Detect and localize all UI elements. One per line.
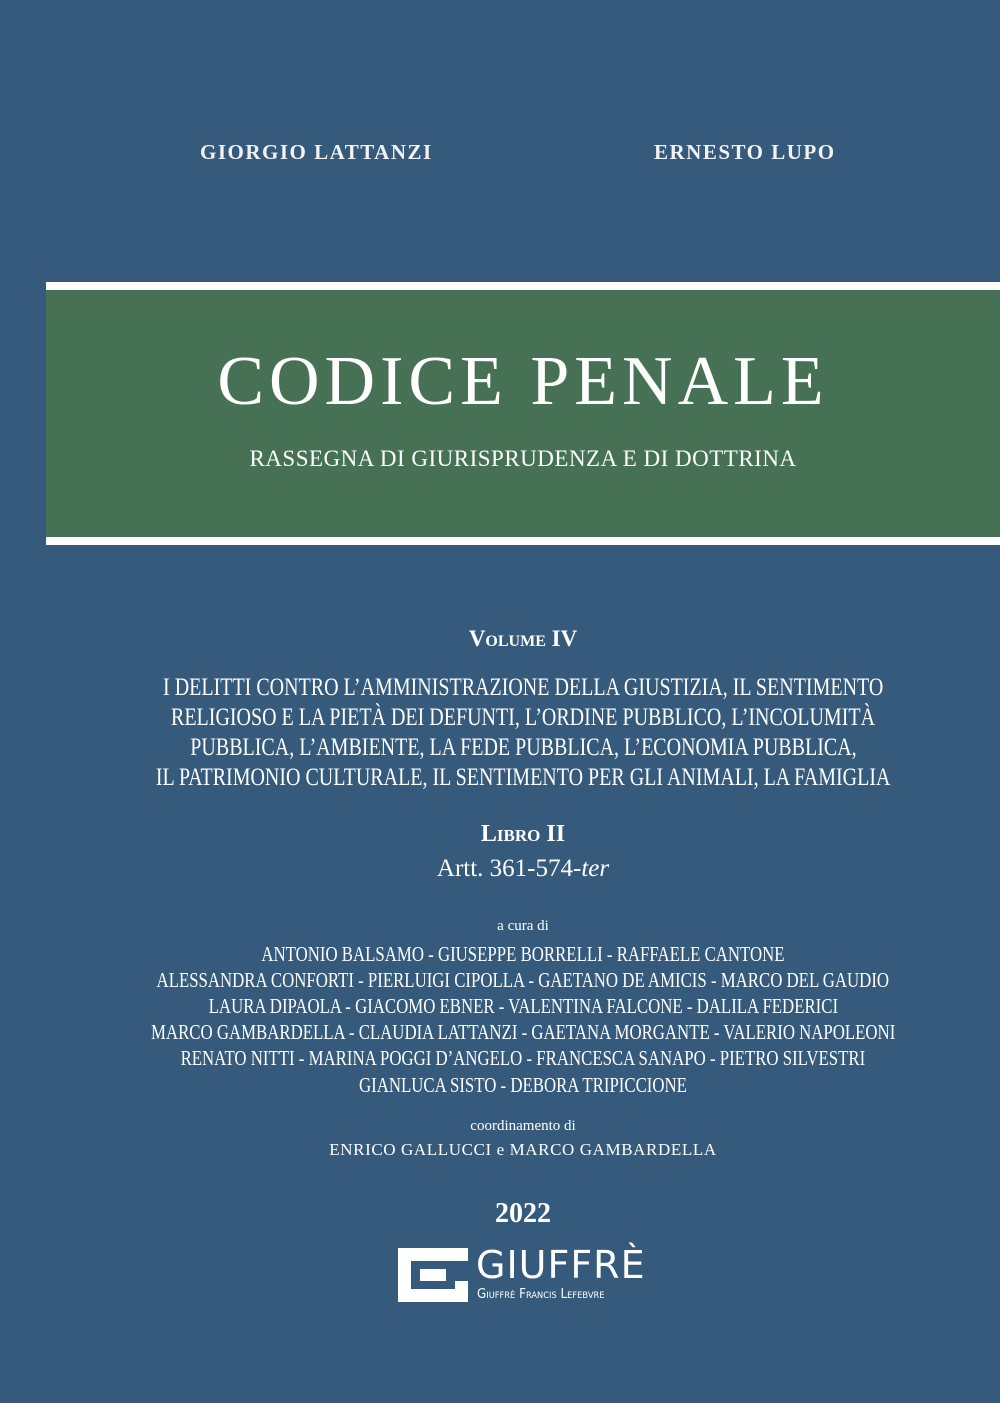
giuffre-logo-mark-icon <box>398 1248 468 1302</box>
description-line: RELIGIOSO E LA PIETÀ DEI DEFUNTI, L’ORDINE PUBBLICO, L’INCOLUMITÀ <box>170 704 876 731</box>
contributors-line: MARCO GAMBARDELLA - CLAUDIA LATTANZI - GAETANA MORGANTE - VALERIO NAPOLEONI <box>150 1020 896 1044</box>
contributors-line: ANTONIO BALSAMO - GIUSEPPE BORRELLI - RAFFAELE CANTONE <box>261 942 785 966</box>
coordinators: ENRICO GALLUCCI e MARCO GAMBARDELLA <box>329 1140 717 1159</box>
contributors-line: GIANLUCA SISTO - DEBORA TRIPICCIONE <box>359 1073 687 1097</box>
book-subtitle: RASSEGNA DI GIURISPRUDENZA E DI DOTTRINA <box>249 446 797 471</box>
contributors-line: LAURA DIPAOLA - GIACOMO EBNER - VALENTINA FALCONE - DALILA FEDERICI <box>208 994 838 1018</box>
volume-label: Volume IV <box>468 626 578 651</box>
publisher-logo <box>398 1248 468 1307</box>
contributors-line: RENATO NITTI - MARINA POGGI D’ANGELO - FRANCESCA SANAPO - PIETRO SILVESTRI <box>180 1046 866 1070</box>
band-bottom-rule <box>46 537 1000 545</box>
description-line: IL PATRIMONIO CULTURALE, IL SENTIMENTO PER GLI ANIMALI, LA FAMIGLIA <box>155 764 891 791</box>
description-line: I DELITTI CONTRO L’AMMINISTRAZIONE DELLA GIUSTIZIA, IL SENTIMENTO <box>162 674 884 701</box>
band-top-rule <box>46 282 1000 290</box>
publisher-tagline: Giuffrè Francis Lefebvre <box>477 1287 605 1302</box>
author-1: GIORGIO LATTANZI <box>200 140 433 164</box>
libro-label: Libro II <box>480 821 566 847</box>
edited-by-label: a cura di <box>497 918 549 934</box>
publication-year: 2022 <box>495 1198 551 1229</box>
description-line: PUBBLICA, L’AMBIENTE, LA FEDE PUBBLICA, L’ECONOMIA PUBBLICA, <box>189 734 857 761</box>
contributors-line: ALESSANDRA CONFORTI - PIERLUIGI CIPOLLA - GAETANO DE AMICIS - MARCO DEL GAUDIO <box>156 968 890 992</box>
book-title: CODICE PENALE <box>217 343 829 420</box>
articles-range: Artt. 361-574-ter <box>436 855 610 882</box>
publisher-name: GIUFFRÈ <box>476 1243 646 1287</box>
author-2: ERNESTO LUPO <box>654 140 836 164</box>
coordination-label: coordinamento di <box>470 1118 576 1134</box>
